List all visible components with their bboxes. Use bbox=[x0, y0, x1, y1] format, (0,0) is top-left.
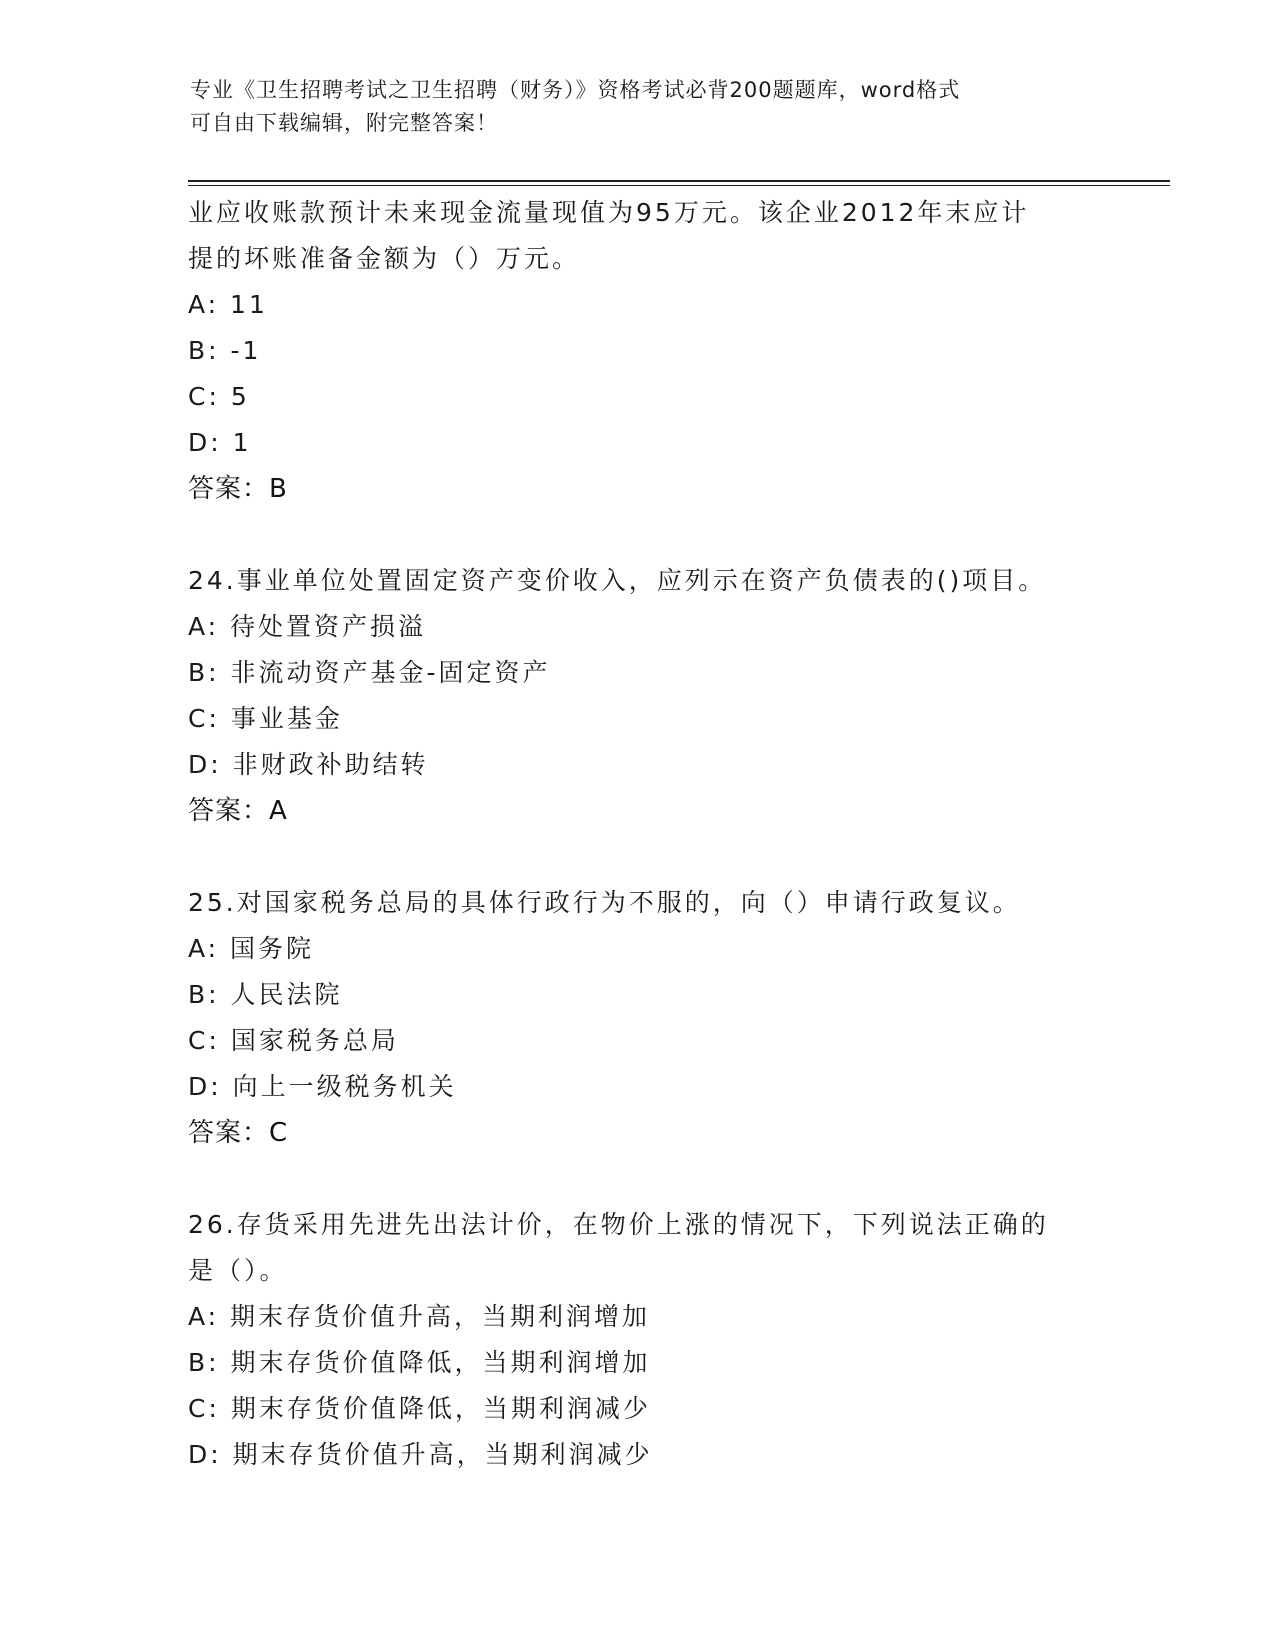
question-23 bbox=[188, 190, 1148, 512]
question-stem: 是（）。 bbox=[188, 1256, 288, 1285]
option-b: B: 人民法院 bbox=[188, 980, 343, 1009]
header-divider-thick bbox=[188, 180, 1170, 182]
option-b: B: -1 bbox=[188, 336, 262, 365]
option-d: D: 非财政补助结转 bbox=[188, 750, 429, 779]
answer-line: 答案：C bbox=[188, 1118, 289, 1148]
question-25 bbox=[188, 880, 1148, 1156]
header-line-1: 专业《卫生招聘考试之卫生招聘（财务）》资格考试必背200题题库，word格式 bbox=[190, 78, 961, 102]
question-stem: 业应收账款预计未来现金流量现值为95万元。该企业2012年末应计 bbox=[188, 198, 1030, 227]
header-line-2: 可自由下载编辑，附完整答案！ bbox=[190, 111, 498, 135]
option-d: D: 期末存货价值升高，当期利润减少 bbox=[188, 1440, 653, 1469]
option-d: D: 向上一级税务机关 bbox=[188, 1072, 457, 1101]
option-c: C: 5 bbox=[188, 382, 250, 411]
option-a: A: 期末存货价值升高，当期利润增加 bbox=[188, 1302, 651, 1331]
question-stem: 25.对国家税务总局的具体行政行为不服的，向（）申请行政复议。 bbox=[188, 888, 1021, 917]
document-header bbox=[190, 74, 1090, 140]
spacer bbox=[188, 1156, 1148, 1202]
option-a: A: 国务院 bbox=[188, 934, 315, 963]
header-divider-thin bbox=[188, 185, 1170, 186]
question-24 bbox=[188, 558, 1148, 834]
answer-line: 答案：A bbox=[188, 796, 288, 826]
answer-line: 答案：B bbox=[188, 474, 288, 504]
question-stem: 24.事业单位处置固定资产变价收入，应列示在资产负债表的()项目。 bbox=[188, 566, 1047, 595]
option-c: C: 国家税务总局 bbox=[188, 1026, 399, 1055]
question-stem: 26.存货采用先进先出法计价，在物价上涨的情况下，下列说法正确的 bbox=[188, 1210, 1049, 1239]
option-c: C: 期末存货价值降低，当期利润减少 bbox=[188, 1394, 651, 1423]
spacer bbox=[188, 834, 1148, 880]
option-d: D: 1 bbox=[188, 428, 252, 457]
option-a: A: 待处置资产损溢 bbox=[188, 612, 427, 641]
option-b: B: 期末存货价值降低，当期利润增加 bbox=[188, 1348, 651, 1377]
question-stem: 提的坏账准备金额为（）万元。 bbox=[188, 244, 581, 273]
option-b: B: 非流动资产基金-固定资产 bbox=[188, 658, 551, 687]
spacer bbox=[188, 512, 1148, 558]
option-c: C: 事业基金 bbox=[188, 704, 343, 733]
option-a: A: 11 bbox=[188, 290, 268, 319]
question-list bbox=[188, 190, 1148, 1478]
question-26 bbox=[188, 1202, 1148, 1478]
